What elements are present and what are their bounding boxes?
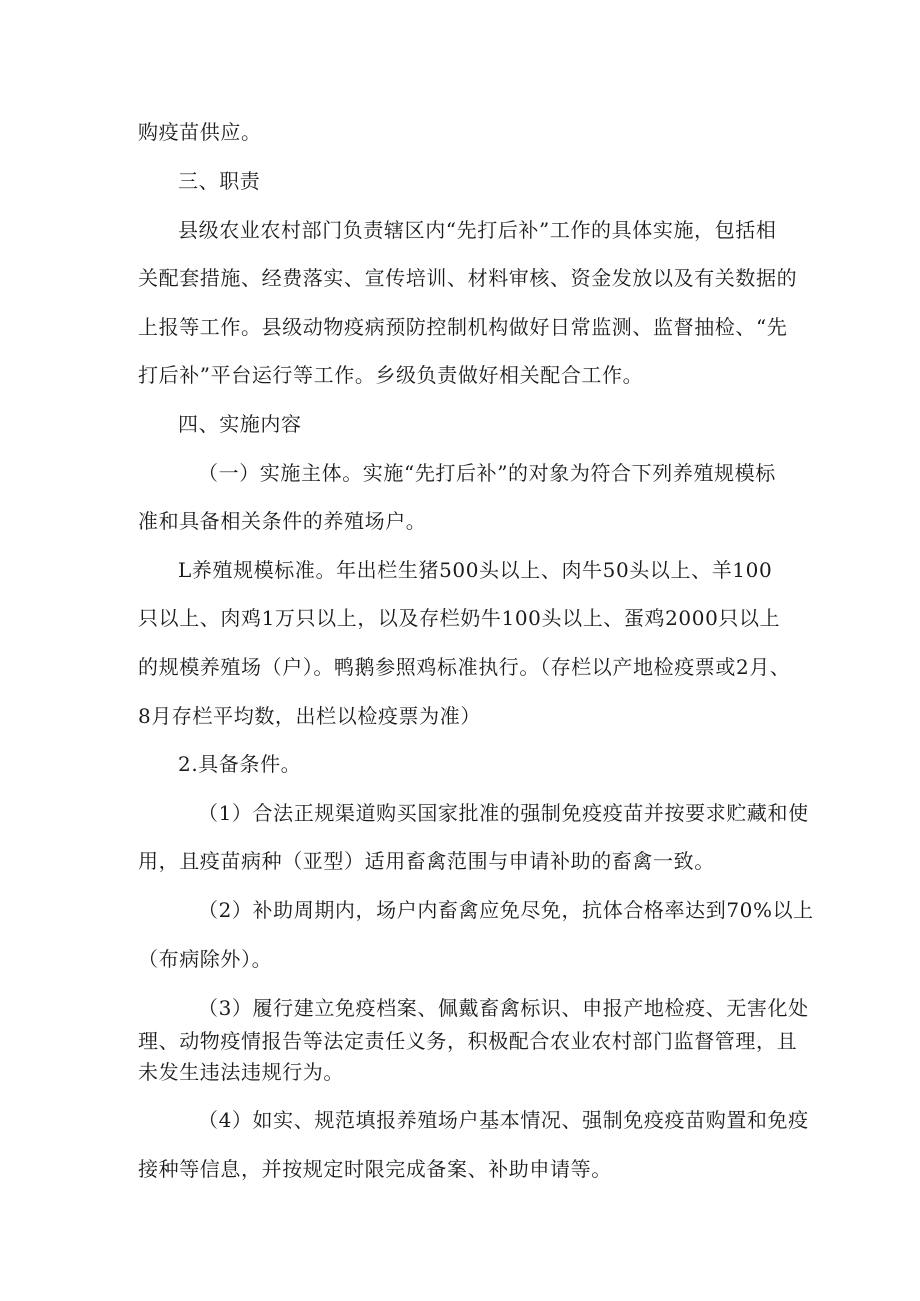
text-line: 2.具备条件。 [178, 752, 302, 776]
text-line: （1）合法正规渠道购买国家批准的强制免疫疫苗并按要求贮藏和使 [198, 801, 809, 825]
text-line: 关配套措施、经费落实、宣传培训、材料审核、资金发放以及有关数据的 [138, 266, 798, 290]
text-line: （3）履行建立免疫档案、佩戴畜禽标识、申报产地检疫、无害化处 [198, 996, 809, 1020]
text-line: 县级农业农村部门负责辖区内“先打后补”工作的具体实施，包括相 [178, 218, 777, 242]
text-line: 购疫苗供应。 [138, 120, 262, 144]
text-line: 准和具备相关条件的养殖场户。 [138, 509, 427, 533]
text-line: （2）补助周期内，场户内畜禽应免尽免，抗体合格率达到70%以上 [198, 898, 814, 922]
text-line: 上报等工作。县级动物疫病预防控制机构做好日常监测、监督抽检、“先 [138, 315, 788, 339]
text-line: 8月存栏平均数，出栏以检疫票为准） [138, 704, 481, 728]
text-line: 理、动物疫情报告等法定责任义务，积极配合农业农村部门监督管理，且 [138, 1029, 798, 1053]
text-line: 只以上、肉鸡1万只以上，以及存栏奶牛100头以上、蛋鸡2000只以上 [138, 606, 781, 630]
text-line: 打后补”平台运行等工作。乡级负责做好相关配合工作。 [138, 363, 644, 387]
text-line: L养殖规模标准。年出栏生猪500头以上、肉牛50头以上、羊100 [178, 558, 773, 582]
text-line: （4）如实、规范填报养殖场户基本情况、强制免疫疫苗购置和免疫 [198, 1108, 809, 1132]
section-heading-content: 四、实施内容 [178, 412, 302, 436]
text-line: 未发生违法违规行为。 [138, 1060, 344, 1084]
text-line: 用，且疫苗病种（亚型）适用畜禽范围与申请补助的畜禽一致。 [138, 849, 715, 873]
text-line: 接种等信息，并按规定时限完成备案、补助申请等。 [138, 1157, 612, 1181]
section-heading-duties: 三、职责 [178, 169, 261, 193]
text-line: （一）实施主体。实施“先打后补”的对象为符合下列养殖规模标 [198, 461, 776, 485]
text-line: （布病除外）。 [138, 947, 273, 971]
text-line: 的规模养殖场（户）。鸭鹅参照鸡标准执行。（存栏以产地检疫票或2月、 [138, 655, 791, 679]
